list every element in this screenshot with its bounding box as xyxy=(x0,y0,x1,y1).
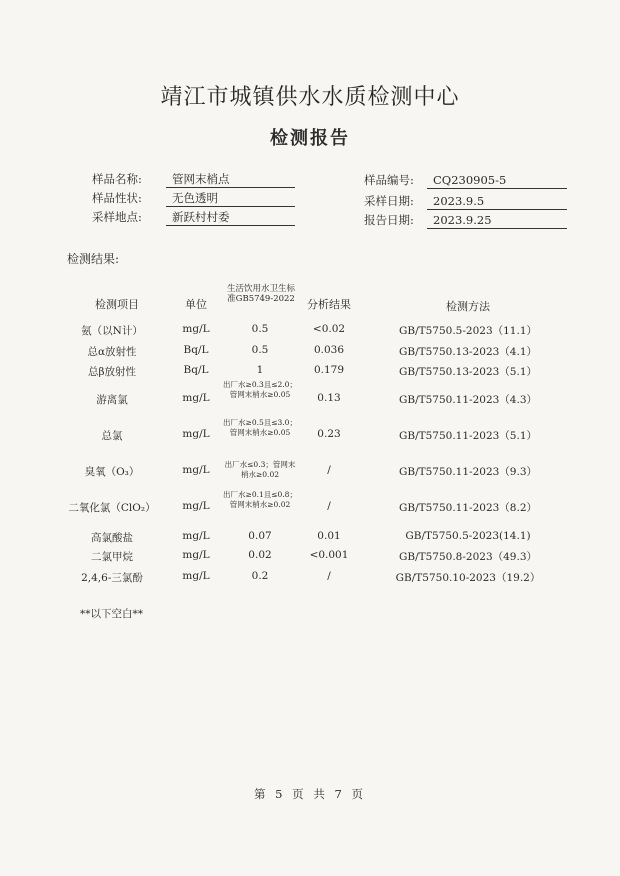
header-unit: 单位 xyxy=(185,298,207,311)
row-result: 0.23 xyxy=(317,428,341,440)
row-result: <0.001 xyxy=(309,549,349,561)
sample-name-label: 样品名称: xyxy=(92,172,142,186)
report-date-label: 报告日期: xyxy=(364,213,414,227)
page-footer: 第 5 页 共 7 页 xyxy=(254,787,366,801)
row-result: 0.036 xyxy=(313,344,345,356)
sample-location-field xyxy=(92,209,297,225)
row-unit: mg/L xyxy=(182,428,210,440)
sample-state-label: 样品性状: xyxy=(92,191,142,205)
row-method: GB/T5750.5-2023（11.1） xyxy=(398,325,538,337)
row-item: 总氯 xyxy=(101,430,123,442)
sample-code-label: 样品编号: xyxy=(364,173,414,187)
row-unit: Bq/L xyxy=(183,344,209,356)
row-item: 二氯甲烷 xyxy=(91,551,133,563)
blank-note: **以下空白** xyxy=(80,608,143,620)
row-item: 游离氯 xyxy=(96,394,128,406)
row-item: 高氯酸盐 xyxy=(91,532,133,544)
sample-location-label: 采样地点: xyxy=(92,210,142,224)
row-standard: 0.5 xyxy=(251,344,269,356)
row-standard: 出厂水≥0.1且≤0.8；管网末梢水≥0.02 xyxy=(223,490,297,509)
row-item: 总β放射性 xyxy=(87,366,137,378)
row-result: / xyxy=(327,500,331,512)
org-title: 靖江市城镇供水水质检测中心 xyxy=(160,85,460,110)
sample-location-value: 新跃村村委 xyxy=(166,209,295,226)
row-standard: 0.07 xyxy=(248,530,272,542)
sample-date-field xyxy=(364,193,569,209)
row-item: 臭氧（O₃） xyxy=(84,466,140,478)
row-unit: mg/L xyxy=(182,530,210,542)
sample-code-field xyxy=(364,172,569,188)
row-item: 总α放射性 xyxy=(87,346,137,358)
sample-date-label: 采样日期: xyxy=(364,194,414,208)
header-item: 检测项目 xyxy=(95,298,139,311)
row-method: GB/T5750.11-2023（4.3） xyxy=(398,394,538,406)
row-result: 0.179 xyxy=(313,364,345,376)
sample-name-value: 管网末梢点 xyxy=(166,171,295,188)
row-standard: 出厂水≤0.3；管网末梢水≥0.02 xyxy=(224,460,296,479)
header-result: 分析结果 xyxy=(307,298,351,311)
sample-code-value: CQ230905-5 xyxy=(427,172,567,189)
row-result: / xyxy=(327,464,331,476)
row-result: / xyxy=(327,570,331,582)
report-title: 检测报告 xyxy=(270,128,350,149)
row-standard: 0.2 xyxy=(251,570,269,582)
row-unit: Bq/L xyxy=(183,364,209,376)
row-item: 2,4,6-三氯酚 xyxy=(81,572,143,584)
row-unit: mg/L xyxy=(182,392,210,404)
row-unit: mg/L xyxy=(182,323,210,335)
report-date-field xyxy=(364,212,569,228)
row-unit: mg/L xyxy=(182,464,210,476)
row-item: 二氧化氯（ClO₂） xyxy=(68,502,156,514)
row-method: GB/T5750.13-2023（4.1） xyxy=(398,346,538,358)
row-method: GB/T5750.11-2023（8.2） xyxy=(398,502,538,514)
row-method: GB/T5750.13-2023（5.1） xyxy=(398,366,538,378)
row-method: GB/T5750.10-2023（19.2） xyxy=(395,572,541,584)
row-result: 0.01 xyxy=(317,530,341,542)
sample-date-value: 2023.9.5 xyxy=(427,193,567,210)
header-standard: 生活饮用水卫生标准GB5749-2022 xyxy=(226,284,295,304)
row-unit: mg/L xyxy=(182,570,210,582)
sample-name-field xyxy=(92,171,297,187)
sample-state-field xyxy=(92,190,297,206)
row-result: 0.13 xyxy=(317,392,341,404)
sample-state-value: 无色透明 xyxy=(166,190,295,207)
row-standard: 出厂水≥0.3且≤2.0；管网末梢水≥0.05 xyxy=(223,380,297,399)
report-date-value: 2023.9.25 xyxy=(427,212,567,229)
row-item: 氨（以N计） xyxy=(81,325,143,337)
row-method: GB/T5750.11-2023（9.3） xyxy=(398,466,538,478)
row-standard: 1 xyxy=(256,364,264,376)
row-unit: mg/L xyxy=(182,549,210,561)
row-standard: 0.02 xyxy=(248,549,272,561)
row-unit: mg/L xyxy=(182,500,210,512)
results-label: 检测结果: xyxy=(67,252,120,266)
header-method: 检测方法 xyxy=(446,300,490,313)
row-method: GB/T5750.8-2023（49.3） xyxy=(398,551,538,563)
row-standard: 0.5 xyxy=(251,323,269,335)
row-result: <0.02 xyxy=(312,323,346,335)
row-method: GB/T5750.5-2023(14.1) xyxy=(405,530,531,542)
row-method: GB/T5750.11-2023（5.1） xyxy=(398,430,538,442)
row-standard: 出厂水≥0.5且≤3.0；管网末梢水≥0.05 xyxy=(223,418,297,437)
